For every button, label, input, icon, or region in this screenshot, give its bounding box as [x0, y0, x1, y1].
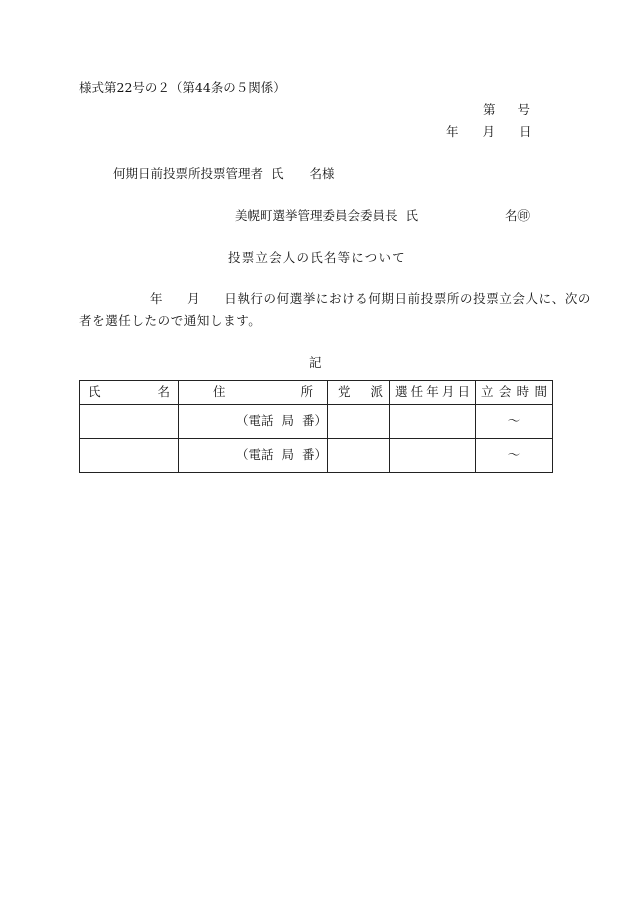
cell-address: （電話 局 番） [179, 439, 328, 473]
number-dai: 第 [483, 102, 496, 117]
date-line [446, 126, 532, 139]
cell-name [80, 439, 179, 473]
cell-attendance-time: ～ [476, 405, 553, 439]
header-attendance-time: 立 会 時 間 [476, 381, 553, 405]
document-number-line [483, 104, 530, 117]
sender-line [235, 210, 418, 223]
number-go: 号 [517, 102, 531, 117]
table-row [80, 405, 553, 439]
document-title: 投票立会人の氏名等について [228, 250, 406, 265]
cell-party [328, 405, 390, 439]
addressee-title: 何期日前投票所投票管理者 [113, 166, 264, 181]
cell-appointed-date [390, 405, 476, 439]
header-address: 住 所 [179, 381, 328, 405]
date-month: 月 [482, 124, 496, 139]
cell-party [328, 439, 390, 473]
cell-appointed-date [390, 439, 476, 473]
cell-attendance-time: ～ [476, 439, 553, 473]
addressee-name-suffix: 名様 [309, 166, 335, 181]
body-month: 月 [187, 291, 201, 306]
cell-name [80, 405, 179, 439]
appointee-table [79, 380, 553, 473]
table-header-row [80, 381, 553, 405]
body-line1-rest: 日執行の何選挙における何期日前投票所の投票立会人に、次の [224, 291, 592, 306]
sender-title: 美幌町選挙管理委員会委員長 [235, 208, 398, 223]
body-year: 年 [150, 291, 164, 306]
date-day: 日 [519, 124, 532, 139]
cell-address: （電話 局 番） [179, 405, 328, 439]
addressee-line [113, 168, 335, 181]
form-number: 様式第22号の２（第44条の５関係） [79, 80, 286, 95]
header-appointed-date: 選 任 年 月 日 [390, 381, 476, 405]
body-line-1 [150, 293, 591, 306]
addressee-surname: 氏 [271, 166, 284, 181]
ki-heading: 記 [309, 355, 322, 370]
header-name: 氏 名 [80, 381, 179, 405]
body-line-2: 者を選任したので通知します。 [79, 313, 262, 328]
header-party: 党 派 [328, 381, 390, 405]
date-year: 年 [446, 124, 459, 139]
sender-name-seal: 名㊞ [505, 208, 531, 223]
table-row [80, 439, 553, 473]
sender-surname: 氏 [405, 208, 419, 223]
